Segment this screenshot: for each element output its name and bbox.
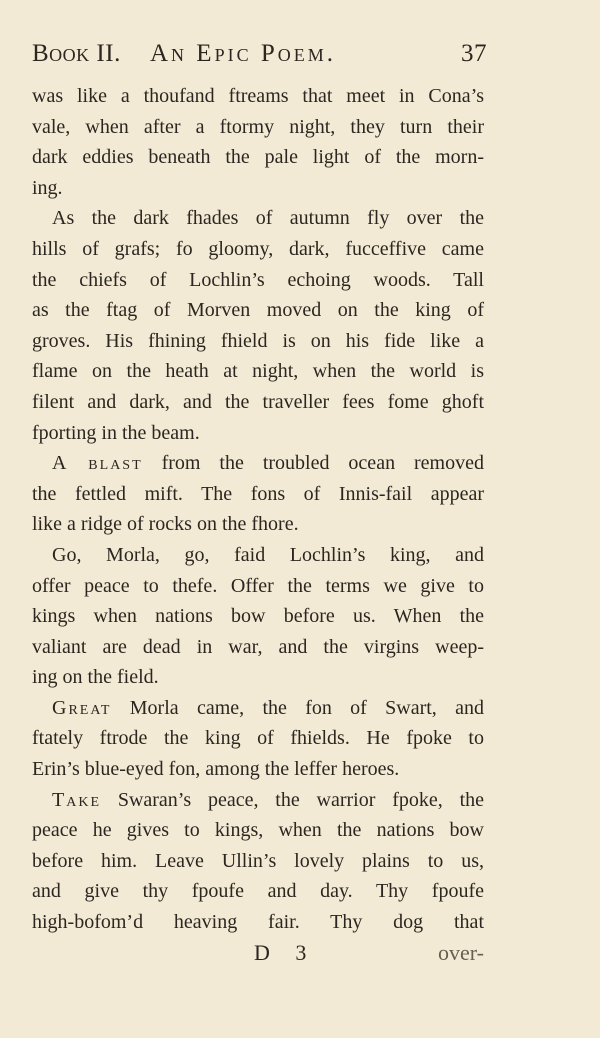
page-footer bbox=[32, 940, 484, 974]
paragraph-first-line: Go, Morla, go, faid Lochlin’s king, and bbox=[52, 543, 484, 566]
text-line: before him. Leave Ullin’s lovely plains to us, bbox=[32, 849, 484, 872]
book-number: Book II. bbox=[32, 40, 121, 67]
text-line: kings when nations bow before us. When the bbox=[32, 605, 484, 628]
text-line: vale, when after a ftormy night, they turn their bbox=[32, 115, 484, 138]
text-line: like a ridge of rocks on the fhore. bbox=[32, 513, 299, 536]
text-line: from the troubled ocean removed bbox=[142, 452, 484, 475]
paragraph-first-line bbox=[32, 693, 484, 724]
text-line: offer peace to thefe. Offer the terms we give to bbox=[32, 574, 484, 597]
lead-words: A blast bbox=[52, 452, 143, 475]
signature-mark: D 3 bbox=[254, 940, 317, 965]
text-line: as the ftag of Morven moved on the king of bbox=[32, 299, 484, 322]
text-line: peace he gives to kings, when the nations bow bbox=[32, 819, 484, 842]
text-line: high-bofom’d heaving fair. Thy dog that bbox=[32, 911, 484, 934]
page-number: 37 bbox=[461, 40, 487, 67]
catchword: over- bbox=[438, 940, 484, 965]
text-line: the fettled mift. The fons of Innis-fail appear bbox=[32, 482, 484, 505]
text-line: ing on the field. bbox=[32, 666, 159, 689]
paragraph-first-line: As the dark fhades of autumn fly over the bbox=[52, 207, 484, 230]
text-line: flame on the heath at night, when the world is bbox=[32, 360, 484, 383]
lead-words: Take bbox=[52, 788, 101, 811]
text-line: and give thy fpoufe and day. Thy fpoufe bbox=[32, 880, 484, 903]
paragraph-first-line bbox=[32, 785, 484, 816]
lead-words: Great bbox=[52, 696, 112, 719]
text-line: the chiefs of Lochlin’s echoing woods. Tall bbox=[32, 268, 484, 291]
text-line: Morla came, the fon of Swart, and bbox=[111, 696, 484, 719]
text-line: dark eddies beneath the pale light of the morn- bbox=[32, 146, 484, 169]
text-line: fporting in the beam. bbox=[32, 421, 200, 444]
text-line: ftately ftrode the king of fhields. He fpoke to bbox=[32, 727, 484, 750]
running-head bbox=[32, 40, 487, 70]
text-line: was like a thoufand ftreams that meet in Cona’s bbox=[32, 85, 484, 107]
text-line: Swaran’s peace, the warrior fpoke, the bbox=[101, 788, 484, 811]
text-line: ing. bbox=[32, 176, 63, 199]
text-line: filent and dark, and the traveller fees fome ghoft bbox=[32, 390, 484, 413]
text-line: groves. His fhining fhield is on his fide like a bbox=[32, 329, 484, 352]
running-title: An Epic Poem. bbox=[150, 40, 336, 67]
paragraph-first-line bbox=[32, 448, 484, 479]
text-line: hills of grafs; fo gloomy, dark, fucceffive came bbox=[32, 237, 484, 260]
text-line: valiant are dead in war, and the virgins weep- bbox=[32, 635, 484, 658]
body-text bbox=[32, 81, 484, 938]
text-line: Erin’s blue-eyed fon, among the leffer heroes. bbox=[32, 758, 400, 781]
